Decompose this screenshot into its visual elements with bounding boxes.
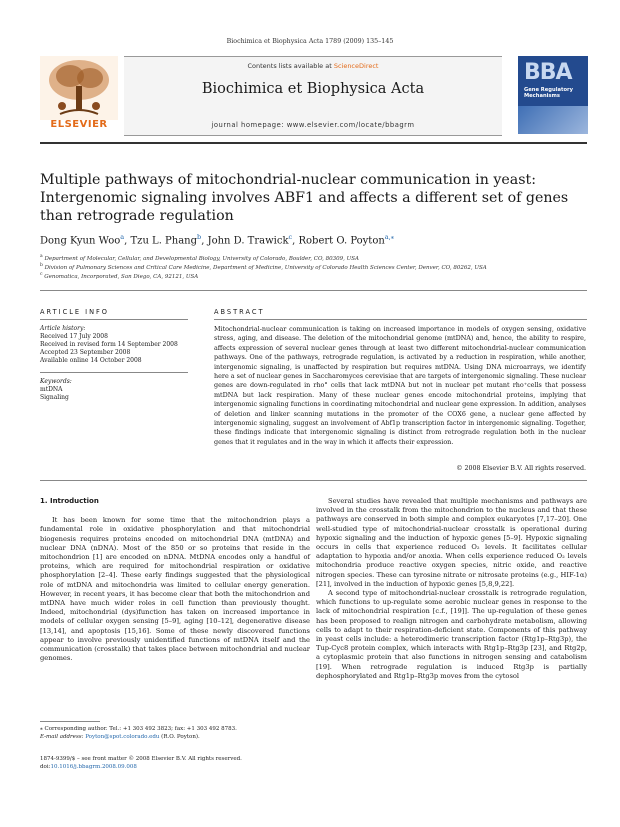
journal-homepage-link[interactable]: journal homepage: www.elsevier.com/locate/bbagrm <box>211 121 415 129</box>
header-divider <box>40 290 587 291</box>
paragraph: Several studies have revealed that multiple mechanisms and pathways are involved in the crosstalk from the mitochondrion to the nucleus and that these pathways are conserved in both simple and complex eukaryotes [7,17–20]. One well-studied type of mitochondrial-nuclear crosstalk is operational during hypoxic signaling and the induction of hypoxic genes [5–9]. Hypoxic signaling occurs in cells that experience reduced O₂ levels. It facilitates cellular adaptation to hypoxia and/or anoxia. When cells experience reduced O₂ levels mitochondria produce reactive oxygen species, nitric oxide, and reactive nitrogen species. These can tyrosine nitrate or nitrosate proteins (e.g., HIF-1α) [21], involved in the induction of hypoxic genes [5,8,9,22]. <box>316 497 587 588</box>
paragraph: A second type of mitochondrial-nuclear crosstalk is retrograde regulation, which functions to up-regulate some aerobic nuclear genes in response to the lack of mitochondrial respiration [c.f., [19]]. The up-regulation of these genes has been proposed to realign nitrogen and carbohydrate metabolism, allowing cells to adapt to their respiration-deficient state. Components of this pathway in yeast cells include: a heterodimeric transcription factor (Rtg1p–Rtg3p), the Tup-Cyc8 protein complex, which interacts with Rtg1p–Rtg3p [23], and Rtg2p, a cytoplasmic protein that also functions in nitrogen sensing and catabolism [19]. When retrograde regulation is induced Rtg3p is partially dephosphorylated and Rtg1p–Rtg3p moves from the cytosol <box>316 589 587 680</box>
article-info-rule <box>40 319 188 320</box>
body-column-left <box>40 497 310 663</box>
article-title: Multiple pathways of mitochondrial-nuclear communication in yeast: Intergenomic signaling involves ABF1 and affects a different set of genes than retrograde regulation <box>40 172 569 224</box>
article-info-heading: ARTICLE INFO <box>40 308 109 316</box>
copyright: © 2008 Elsevier B.V. All rights reserved. <box>456 465 586 472</box>
cover-title: BBA <box>524 60 572 85</box>
section-heading: 1. Introduction <box>40 497 99 505</box>
contents-prefix: Contents lists available at <box>247 62 334 70</box>
abstract-divider <box>40 480 587 481</box>
article-history <box>40 325 180 365</box>
affiliation <box>40 254 580 262</box>
keyword: Signaling <box>40 394 69 401</box>
history-label: Article history: <box>40 325 86 332</box>
affiliation-text: Genomatica, Incorporated, San Diego, CA, 92121, USA <box>44 273 199 280</box>
journal-citation: Biochimica et Biophysica Acta 1789 (2009) 135–145 <box>226 38 394 45</box>
journal-title: Biochimica et Biophysica Acta <box>201 81 425 97</box>
affiliation-text: Division of Pulmonary Sciences and Critical Care Medicine, Department of Medicine, University of Colorado Health Sciences Center, Denver, CO, 80262, USA <box>44 264 487 271</box>
author-affil-marker[interactable]: b <box>197 233 202 241</box>
abstract-heading: ABSTRACT <box>214 308 265 316</box>
journal-masthead <box>40 56 587 136</box>
affiliation-marker: c <box>40 272 43 277</box>
affiliation <box>40 263 580 271</box>
keyword: mtDNA <box>40 386 63 393</box>
contents-line <box>124 62 502 70</box>
email-suffix: (R.O. Poyton). <box>159 733 200 740</box>
paragraph: It has been known for some time that the mitochondrion plays a fundamental role in oxidative phosphorylation and that mitochondrial biogenesis requires proteins encoded on mitochondrial DNA (mtDNA) and nuclear DNA (nDNA). Most of the 850 or so proteins that reside in the mitochondrion [1] are encoded on nDNA. MtDNA encodes only a handful of proteins, which are required for mitochondrial respiration or oxidative phosphorylation [2–4]. These early findings suggested that the physiological role of mtDNA and mitochondria was limited to cellular energy generation. However, in recent years, it has become clear that both the mitochondrion and mtDNA have much wider roles in cell function than previously thought. Indeed, mitochondrial (dys)function has taken on increased importance in models of cellular oxygen sensing [5–9], aging [10–12], degenerative disease [13,14], and apoptosis [15,16]. Some of these newly discovered functions appear to involve previously unidentified functions of mtDNA itself and the communication (crosstalk) that takes place between mitochondrial and nuclear genomes. <box>40 516 310 663</box>
email-label: E-mail address: <box>40 733 86 740</box>
author-affil-marker[interactable]: a <box>120 233 125 241</box>
author-name: Tzu L. Phang <box>130 235 198 247</box>
abstract-text: Mitochondrial-nuclear communication is taking on increased importance in models of oxygen sensing, oxidative stress, aging, and disease. The deletion of the mitochondrial genome (mtDNA) and, hence, the ability to respire, affects expression of several nuclear genes through at least two different mitochondrial-nuclear communication pathways. One of the pathways, retrograde regulation, is activated by a reduction in respiration, while another, intergenomic signaling, is unaffected by respiration but requires mtDNA. Using DNA microarrays, we identify here a set of nuclear genes in Saccharomyces cerevisiae that are targets of intergenomic signaling. These nuclear genes are down-regulated in rho° cells that lack mtDNA but not in nuclear pet mutant rho⁺cells that possess mtDNA but lack respiration. Many of these nuclear genes encode mitochondrial proteins, implying that intergenomic signaling functions in coordinating mitochondrial and nuclear gene expression. In addition, analyses of deletion and linker scanning mutations in the promoter of the COX6 gene, a nuclear gene affected by intergenomic signaling, suggest an involvement of Abf1p transcription factor in intergenomic signaling. Together, these findings indicate that intergenomic signaling is distinct from retrograde regulation both in the nuclear genes that it regulates and in the way in which it affects their expression. <box>214 325 586 446</box>
body-column-right <box>316 497 587 681</box>
history-rule <box>40 372 188 373</box>
cover-artwork <box>518 106 588 134</box>
affiliation-text: Department of Molecular, Cellular, and Developmental Biology, University of Colorado, Boulder, CO, 80309, USA <box>44 255 360 262</box>
cover-subtitle: Gene Regulatory Mechanisms <box>524 87 573 99</box>
elsevier-wordmark: ELSEVIER <box>50 119 108 130</box>
affiliation-marker: a <box>40 254 43 259</box>
email-line <box>40 734 310 742</box>
doi-line <box>40 764 310 772</box>
history-item: Received in revised form 14 September 2008 <box>40 341 178 348</box>
elsevier-logo[interactable] <box>40 56 118 134</box>
email-link[interactable]: Poyton@spot.colorado.edu <box>85 733 160 740</box>
abstract-rule <box>214 319 587 320</box>
author-name: Robert O. Poyton <box>298 235 385 247</box>
issn-line: 1874-9399/$ – see front matter © 2008 Elsevier B.V. All rights reserved. <box>40 756 242 762</box>
author-name: John D. Trawick <box>207 235 289 247</box>
author-name: Dong Kyun Woo <box>40 235 121 247</box>
journal-banner <box>124 56 502 136</box>
elsevier-tree-icon <box>40 56 118 120</box>
history-item: Received 17 July 2008 <box>40 333 108 340</box>
author-affil-marker[interactable]: a,⁎ <box>384 233 394 241</box>
journal-cover[interactable] <box>518 56 588 134</box>
author-list: Dong Kyun Woo$^a$, Tzu L. Phang$^b$, John D. Trawick$^c$, Robert O. Poyton$^{a,⁎}$ <box>40 233 394 247</box>
corresponding-author: ⁎ Corresponding author. Tel.: +1 303 492 3823; fax: +1 303 492 8783. <box>40 726 237 732</box>
sciencedirect-link[interactable]: ScienceDirect <box>333 62 379 70</box>
masthead-divider <box>40 142 587 144</box>
author-affil-marker[interactable]: c <box>288 233 293 241</box>
footnote-rule <box>40 721 100 722</box>
doi-link[interactable]: 10.1016/j.bbagrm.2008.09.008 <box>50 763 137 770</box>
affiliation <box>40 272 580 280</box>
corresponding-footnote <box>40 726 310 741</box>
keywords <box>40 378 180 402</box>
history-item: Available online 14 October 2008 <box>40 357 142 364</box>
publication-info <box>40 756 310 771</box>
doi-label: doi: <box>40 763 51 770</box>
keywords-label: Keywords: <box>40 378 72 385</box>
history-item: Accepted 23 September 2008 <box>40 349 131 356</box>
affiliation-marker: b <box>40 263 43 268</box>
